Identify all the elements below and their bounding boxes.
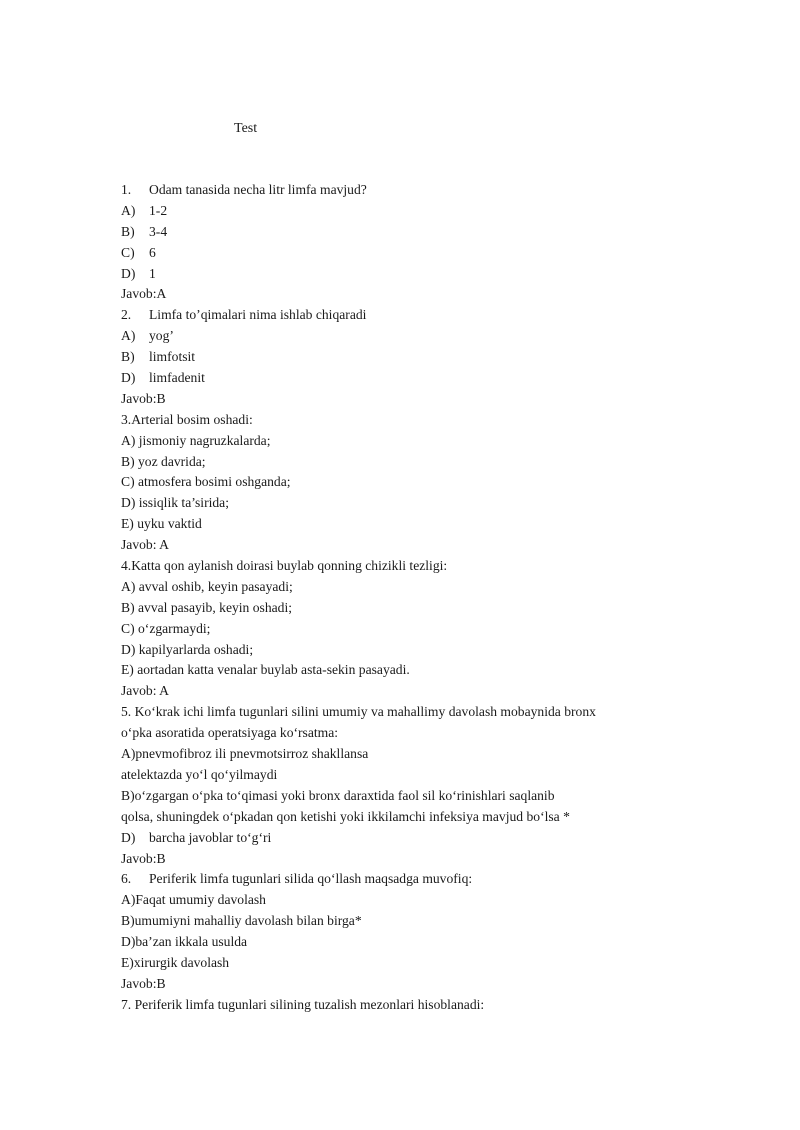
text-line [121, 222, 741, 243]
line-marker: A) [121, 328, 136, 344]
line-marker: C) [121, 244, 135, 260]
text-line [121, 807, 741, 828]
document-body [121, 180, 741, 1016]
text-line [121, 660, 741, 681]
text-line [121, 849, 741, 870]
line-text: 7. Periferik limfa tugunlari silining tuzalish mezonlari hisoblanadi: [121, 996, 485, 1012]
text-line [121, 389, 741, 410]
text-line [121, 180, 741, 201]
text-line [121, 681, 741, 702]
text-line [121, 243, 741, 264]
text-line [121, 953, 741, 974]
line-text: B)o‘zgargan o‘pka to‘qimasi yoki bronx daraxtida faol sil ko‘rinishlari saqlanib [121, 787, 555, 803]
text-line [121, 640, 741, 661]
line-text: Javob:A [121, 286, 167, 302]
line-text: 6 [149, 244, 156, 260]
line-text: E) uyku vaktid [121, 516, 202, 532]
line-text: 3.Arterial bosim oshadi: [121, 411, 253, 427]
line-text: Javob:B [121, 850, 166, 866]
text-line [121, 974, 741, 995]
line-marker: D) [121, 265, 136, 281]
line-text: D) issiqlik ta’sirida; [121, 495, 229, 511]
line-text: yog’ [149, 328, 174, 344]
text-line [121, 368, 741, 389]
line-text: B)umumiyni mahalliy davolash bilan birga* [121, 913, 362, 929]
line-text: Javob:B [121, 390, 166, 406]
line-marker: B) [121, 223, 135, 239]
text-line [121, 932, 741, 953]
line-text: barcha javoblar to‘g‘ri [149, 829, 272, 845]
line-text: C) atmosfera bosimi oshganda; [121, 474, 291, 490]
line-marker: B) [121, 349, 135, 365]
line-text: qolsa, shuningdek o‘pkadan qon ketishi yoki ikkilamchi infeksiya mavjud bo‘lsa * [121, 808, 570, 824]
line-text: 3-4 [149, 223, 168, 239]
text-line [121, 431, 741, 452]
text-line [121, 995, 741, 1016]
text-line [121, 911, 741, 932]
text-line [121, 493, 741, 514]
text-line [121, 305, 741, 326]
text-line [121, 472, 741, 493]
text-line [121, 452, 741, 473]
line-text: D) kapilyarlarda oshadi; [121, 641, 254, 657]
text-line [121, 264, 741, 285]
line-text: E)xirurgik davolash [121, 954, 230, 970]
line-text: atelektazda yo‘l qo‘yilmaydi [121, 766, 278, 782]
line-marker: 6. [121, 871, 132, 887]
text-line [121, 869, 741, 890]
line-text: Limfa to’qimalari nima ishlab chiqaradi [149, 307, 367, 323]
line-text: E) aortadan katta venalar buylab asta-sekin pasayadi. [121, 662, 410, 678]
line-text: A)Faqat umumiy davolash [121, 892, 266, 908]
text-line [121, 702, 741, 723]
text-line [121, 410, 741, 431]
line-text: 1 [149, 265, 156, 281]
text-line [121, 828, 741, 849]
line-marker: D) [121, 370, 136, 386]
line-marker: D) [121, 829, 136, 845]
line-text: A) jismoniy nagruzkalarda; [121, 432, 271, 448]
text-line [121, 201, 741, 222]
line-text: D)ba’zan ikkala usulda [121, 934, 248, 950]
line-text: Odam tanasida necha litr limfa mavjud? [149, 182, 367, 197]
text-line [121, 890, 741, 911]
line-text: C) o‘zgarmaydi; [121, 620, 211, 636]
text-line [121, 598, 741, 619]
line-marker: A) [121, 202, 136, 218]
text-line [121, 535, 741, 556]
text-line [121, 284, 741, 305]
text-line [121, 347, 741, 368]
line-text: A)pnevmofibroz ili pnevmotsirroz shakllansa [121, 746, 369, 762]
text-line [121, 723, 741, 744]
line-text: Javob: A [121, 537, 169, 553]
text-line [121, 744, 741, 765]
line-text: A) avval oshib, keyin pasayadi; [121, 578, 293, 594]
text-line [121, 786, 741, 807]
document-title: Test [234, 121, 258, 136]
line-text: 4.Katta qon aylanish doirasi buylab qonning chizikli tezligi: [121, 558, 448, 574]
text-line [121, 556, 741, 577]
line-text: 5. Ko‘krak ichi limfa tugunlari silini umumiy va mahallimy davolash mobaynida bronx [121, 704, 596, 720]
line-text: limfotsit [149, 349, 196, 365]
line-marker: 2. [121, 307, 132, 323]
line-text: Javob: A [121, 683, 169, 699]
text-line [121, 326, 741, 347]
text-line [121, 577, 741, 598]
line-text: B) avval pasayib, keyin oshadi; [121, 599, 293, 615]
text-line [121, 765, 741, 786]
line-text: 1-2 [149, 202, 168, 218]
line-text: Periferik limfa tugunlari silida qo‘llash maqsadga muvofiq: [149, 871, 473, 887]
line-text: o‘pka asoratida operatsiyaga ko‘rsatma: [121, 725, 339, 741]
text-line [121, 619, 741, 640]
line-text: Javob:B [121, 975, 166, 991]
line-text: B) yoz davrida; [121, 453, 206, 469]
line-text: limfadenit [149, 370, 205, 386]
text-line [121, 514, 741, 535]
line-marker: 1. [121, 182, 132, 197]
